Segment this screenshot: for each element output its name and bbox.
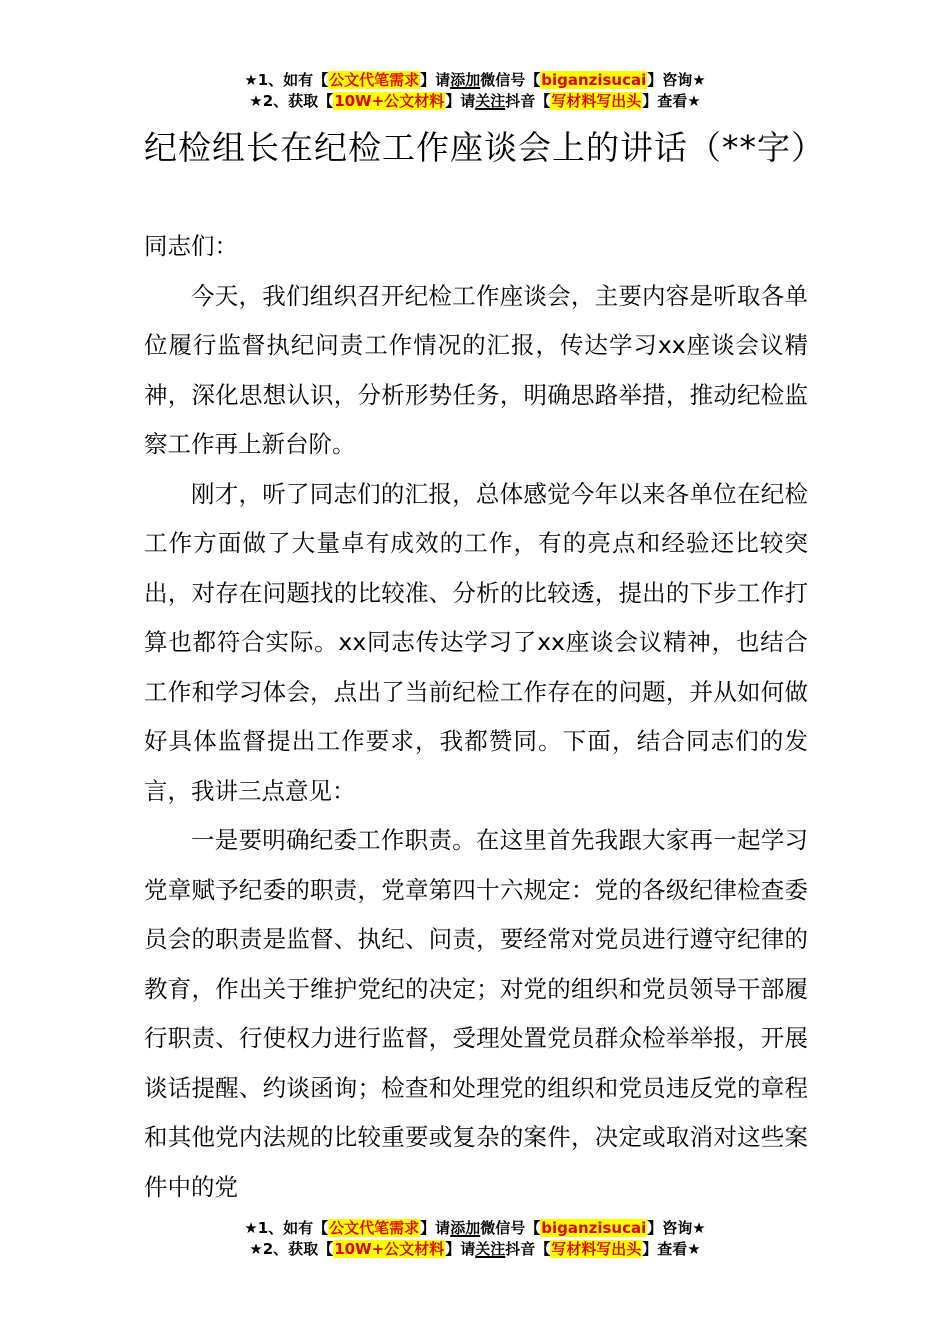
promo-text: ★2、获取【 xyxy=(249,92,334,110)
promo-underline: 添加 xyxy=(450,1219,481,1237)
promo-text: ★1、如有【 xyxy=(244,1219,329,1237)
promo-underline: 关注 xyxy=(475,92,506,110)
body-paragraph: 今天，我们组织召开纪检工作座谈会，主要内容是听取各单位履行监督执纪问责工作情况的汇报，传达学习xx座谈会议精神，深化思想认识，分析形势任务，明确思路举措，推动纪检监察工作再上新台阶。 xyxy=(144,281,808,458)
promo-text: 】请 xyxy=(445,1240,476,1258)
promo-text: 抖音【 xyxy=(505,92,551,110)
body-paragraph: 一是要明确纪委工作职责。在这里首先我跟大家再一起学习党章赋予纪委的职责，党章第四十六规定：党的各级纪律检查委员会的职责是监督、执纪、问责，要经常对党员进行遵守纪律的教育，作出关于维护党纪的决定；对党的组织和党员领导干部履行职责、行使权力进行监督，受理处置党员群众检举举报，开展谈话提醒、约谈函询；检查和处理党的组织和党员违反党的章程和其他党内法规的比较重要或复杂的案件，决定或取消对这些案件中的党 xyxy=(144,826,808,1201)
promo-highlight: 公文代笔需求 xyxy=(329,71,420,89)
promo-banner-bottom xyxy=(0,1218,950,1260)
promo-text: 】咨询★ xyxy=(647,71,706,89)
promo-text: 】请 xyxy=(445,92,476,110)
promo-underline: 关注 xyxy=(475,1240,506,1258)
promo-highlight: biganzisucai xyxy=(541,71,647,89)
promo-text: 抖音【 xyxy=(505,1240,551,1258)
promo-banner-top xyxy=(0,70,950,112)
promo-line-2 xyxy=(0,1239,950,1260)
promo-line-2 xyxy=(0,91,950,112)
promo-text: 】查看★ xyxy=(642,1240,701,1258)
promo-text: ★1、如有【 xyxy=(244,71,329,89)
promo-text: 】请 xyxy=(420,71,451,89)
promo-highlight: biganzisucai xyxy=(541,1219,647,1237)
promo-text: 微信号【 xyxy=(480,71,541,89)
promo-line-1 xyxy=(0,1218,950,1239)
document-body xyxy=(144,222,808,1212)
promo-highlight: 10W+公文材料 xyxy=(334,92,445,110)
promo-text: 】咨询★ xyxy=(647,1219,706,1237)
promo-text: ★2、获取【 xyxy=(249,1240,334,1258)
promo-highlight: 写材料写出头 xyxy=(551,92,642,110)
promo-text: 】查看★ xyxy=(642,92,701,110)
promo-underline: 添加 xyxy=(450,71,481,89)
promo-text: 】请 xyxy=(420,1219,451,1237)
body-paragraph: 刚才，听了同志们的汇报，总体感觉今年以来各单位在纪检工作方面做了大量卓有成效的工作，有的亮点和经验还比较突出，对存在问题找的比较准、分析的比较透，提出的下步工作打算也都符合实际。xx同志传达学习了xx座谈会议精神，也结合工作和学习体会，点出了当前纪检工作存在的问题，并从如何做好具体监督提出工作要求，我都赞同。下面，结合同志们的发言，我讲三点意见： xyxy=(144,479,808,805)
promo-highlight: 公文代笔需求 xyxy=(329,1219,420,1237)
salutation: 同志们： xyxy=(144,232,238,260)
promo-highlight: 写材料写出头 xyxy=(551,1240,642,1258)
document-title: 纪检组长在纪检工作座谈会上的讲话（**字） xyxy=(144,128,825,167)
promo-line-1 xyxy=(0,70,950,91)
promo-text: 微信号【 xyxy=(480,1219,541,1237)
promo-highlight: 10W+公文材料 xyxy=(334,1240,445,1258)
